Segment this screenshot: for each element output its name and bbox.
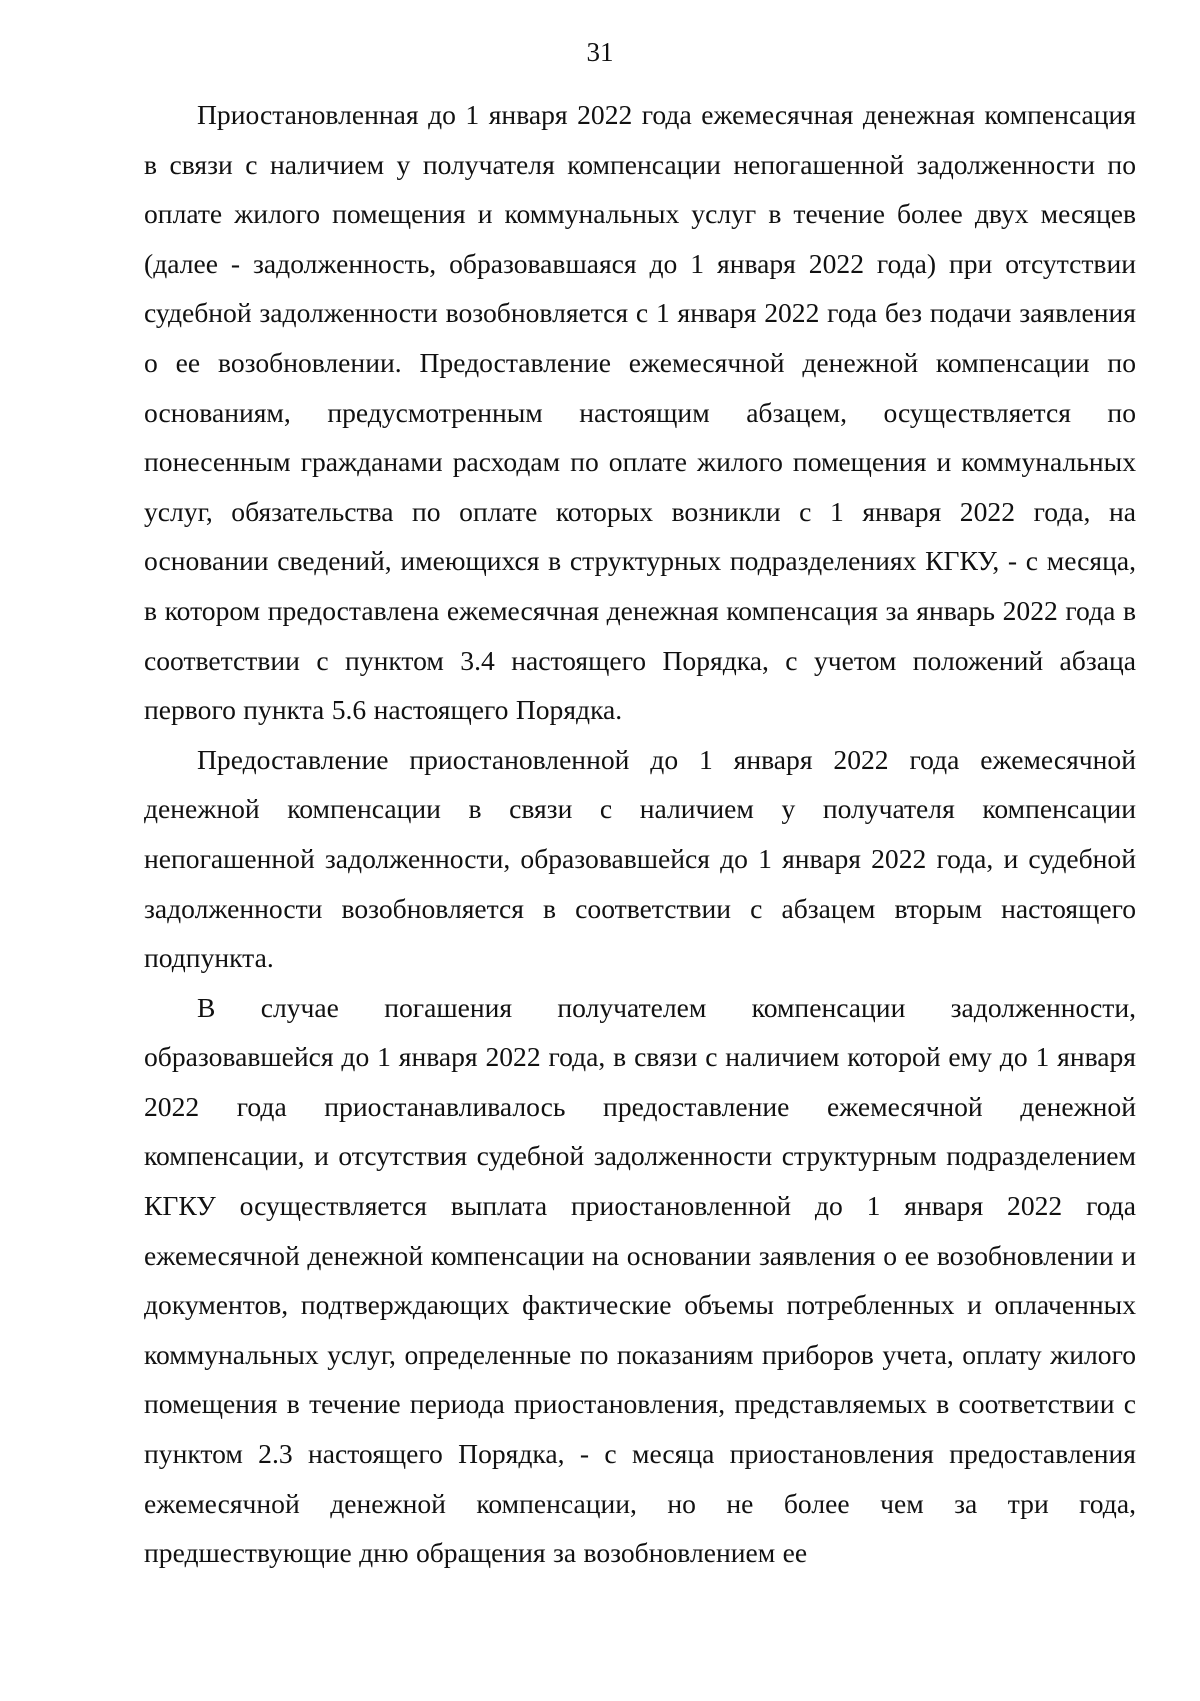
document-body xyxy=(144,90,1136,1578)
page-number: 31 xyxy=(586,37,614,67)
paragraph-2: Предоставление приостановленной до 1 января 2022 года ежемесячной денежной компенсации в связи с наличием у получателя компенсации непогашенной задолженности, образовавшейся до 1 января 2022 года, и судебной задолженности возобновляется в соответствии с абзацем вторым настоящего подпункта. xyxy=(144,743,1136,974)
paragraph-1: Приостановленная до 1 января 2022 года ежемесячная денежная компенсация в связи с наличием у получателя компенсации непогашенной задолженности по оплате жилого помещения и коммунальных услуг в течение более двух месяцев (далее - задолженность, образовавшаяся до 1 января 2022 года) при отсутствии судебной задолженности возобновляется с 1 января 2022 года без подачи заявления о ее возобновлении. Предоставление ежемесячной денежной компенсации по основаниям, предусмотренным настоящим абзацем, осуществляется по понесенным гражданами расходам по оплате жилого помещения и коммунальных услуг, обязательства по оплате которых возникли с 1 января 2022 года, на основании сведений, имеющихся в структурных подразделениях КГКУ, - с месяца, в котором предоставлена ежемесячная денежная компенсация за январь 2022 года в соответствии с пунктом 3.4 настоящего Порядка, с учетом положений абзаца первого пункта 5.6 настоящего Порядка. xyxy=(144,99,1136,726)
paragraph-3: В случае погашения получателем компенсации задолженности, образовавшейся до 1 января 2022 года, в связи с наличием которой ему до 1 января 2022 года приостанавливалось предоставление ежемесячной денежной компенсации, и отсутствия судебной задолженности структурным подразделением КГКУ осуществляется выплата приостановленной до 1 января 2022 года ежемесячной денежной компенсации на основании заявления о ее возобновлении и документов, подтверждающих фактические объемы потребленных и оплаченных коммунальных услуг, определенные по показаниям приборов учета, оплату жилого помещения в течение периода приостановления, представляемых в соответствии с пунктом 2.3 настоящего Порядка, - с месяца приостановления предоставления ежемесячной денежной компенсации, но не более чем за три года, предшествующие дню обращения за возобновлением ее xyxy=(144,991,1136,1569)
